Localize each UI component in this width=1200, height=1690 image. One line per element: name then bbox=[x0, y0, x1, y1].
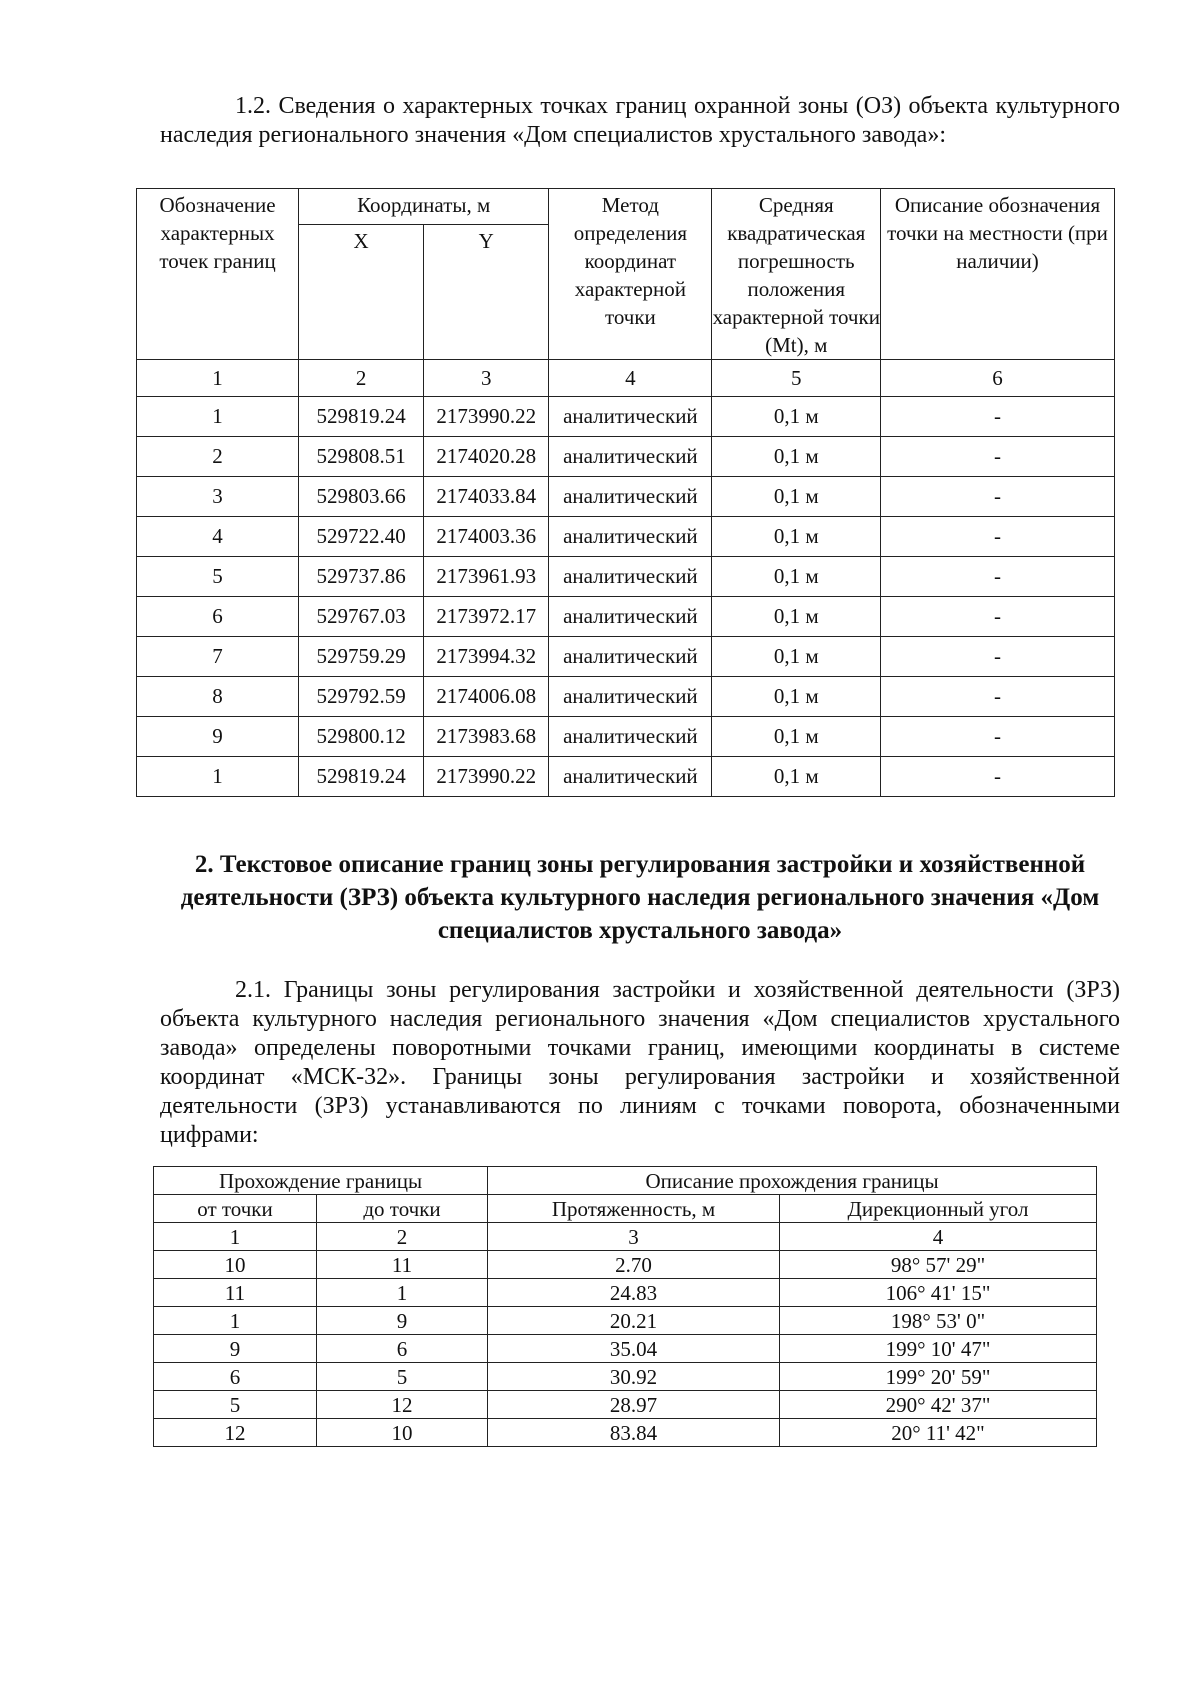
table-row bbox=[137, 757, 1115, 797]
y-cell: 2174006.08 bbox=[424, 677, 549, 717]
table-row bbox=[137, 717, 1115, 757]
to-cell: 9 bbox=[317, 1307, 488, 1335]
header-coords: Координаты, м bbox=[299, 189, 549, 225]
length-cell: 30.92 bbox=[488, 1363, 780, 1391]
method-cell: аналитический bbox=[549, 677, 712, 717]
y-cell: 2173961.93 bbox=[424, 557, 549, 597]
point-cell: 7 bbox=[137, 637, 299, 677]
y-cell: 2174020.28 bbox=[424, 437, 549, 477]
from-cell: 12 bbox=[154, 1419, 317, 1447]
col-number: 6 bbox=[881, 360, 1115, 397]
length-cell: 20.21 bbox=[488, 1307, 780, 1335]
point-cell: 1 bbox=[137, 757, 299, 797]
header-x: X bbox=[299, 225, 424, 360]
point-cell: 4 bbox=[137, 517, 299, 557]
method-cell: аналитический bbox=[549, 757, 712, 797]
method-cell: аналитический bbox=[549, 597, 712, 637]
point-cell: 3 bbox=[137, 477, 299, 517]
section-1-2-text: Сведения о характерных точках границ охранной зоны (ОЗ) объекта культурного наследия регионального значения «Дом специалистов хрустального завода»: bbox=[160, 93, 1121, 148]
point-cell: 2 bbox=[137, 437, 299, 477]
col-number: 3 bbox=[488, 1223, 780, 1251]
error-cell: 0,1 м bbox=[712, 637, 881, 677]
zrz-boundary-table bbox=[153, 1166, 1097, 1447]
to-cell: 6 bbox=[317, 1335, 488, 1363]
table-row bbox=[154, 1391, 1097, 1419]
y-cell: 2173990.22 bbox=[424, 757, 549, 797]
x-cell: 529722.40 bbox=[299, 517, 424, 557]
method-cell: аналитический bbox=[549, 717, 712, 757]
angle-cell: 106° 41' 15" bbox=[780, 1279, 1097, 1307]
error-cell: 0,1 м bbox=[712, 677, 881, 717]
y-cell: 2173994.32 bbox=[424, 637, 549, 677]
table-row bbox=[137, 477, 1115, 517]
desc-cell: - bbox=[881, 477, 1115, 517]
point-cell: 6 bbox=[137, 597, 299, 637]
point-cell: 5 bbox=[137, 557, 299, 597]
to-cell: 1 bbox=[317, 1279, 488, 1307]
header-passage: Прохождение границы bbox=[154, 1167, 488, 1195]
section-1-2-paragraph bbox=[160, 92, 1120, 150]
col-number: 1 bbox=[137, 360, 299, 397]
table-row bbox=[137, 557, 1115, 597]
error-cell: 0,1 м bbox=[712, 477, 881, 517]
section-2-1-number: 2.1. bbox=[235, 977, 271, 1003]
header-to: до точки bbox=[317, 1195, 488, 1223]
desc-cell: - bbox=[881, 437, 1115, 477]
angle-cell: 199° 10' 47" bbox=[780, 1335, 1097, 1363]
header-length: Протяженность, м bbox=[488, 1195, 780, 1223]
header-method: Метод определения координат характерной точки bbox=[549, 189, 712, 360]
length-cell: 2.70 bbox=[488, 1251, 780, 1279]
table-row bbox=[137, 677, 1115, 717]
header-description: Описание обозначения точки на местности (при наличии) bbox=[881, 189, 1115, 360]
table-row bbox=[137, 397, 1115, 437]
desc-cell: - bbox=[881, 637, 1115, 677]
y-cell: 2174003.36 bbox=[424, 517, 549, 557]
oz-points-table bbox=[136, 188, 1115, 797]
y-cell: 2174033.84 bbox=[424, 477, 549, 517]
header-error: Средняя квадратическая погрешность положения характерной точки (Mt), м bbox=[712, 189, 881, 360]
error-cell: 0,1 м bbox=[712, 597, 881, 637]
x-cell: 529819.24 bbox=[299, 397, 424, 437]
header-from: от точки bbox=[154, 1195, 317, 1223]
from-cell: 6 bbox=[154, 1363, 317, 1391]
table-row bbox=[154, 1363, 1097, 1391]
desc-cell: - bbox=[881, 517, 1115, 557]
error-cell: 0,1 м bbox=[712, 757, 881, 797]
desc-cell: - bbox=[881, 757, 1115, 797]
table-row bbox=[154, 1419, 1097, 1447]
section-1-2-number: 1.2. bbox=[235, 93, 271, 119]
length-cell: 24.83 bbox=[488, 1279, 780, 1307]
method-cell: аналитический bbox=[549, 517, 712, 557]
to-cell: 5 bbox=[317, 1363, 488, 1391]
section-2-1-text: Границы зоны регулирования застройки и хозяйственной деятельности (ЗРЗ) объекта культурного наследия регионального значения «Дом специалистов хрустального завода» определены поворотными точками границ, имеющими координаты в системе координат «МСК-32». Границы зоны регулирования застройки и хозяйственной деятельности (ЗРЗ) устанавливаются по линиям с точками поворота, обозначенными цифрами: bbox=[160, 977, 1121, 1148]
angle-cell: 199° 20' 59" bbox=[780, 1363, 1097, 1391]
error-cell: 0,1 м bbox=[712, 517, 881, 557]
method-cell: аналитический bbox=[549, 637, 712, 677]
to-cell: 11 bbox=[317, 1251, 488, 1279]
header-boundary-description: Описание прохождения границы bbox=[488, 1167, 1097, 1195]
header-angle: Дирекционный угол bbox=[780, 1195, 1097, 1223]
angle-cell: 20° 11' 42" bbox=[780, 1419, 1097, 1447]
col-number: 4 bbox=[780, 1223, 1097, 1251]
col-number: 5 bbox=[712, 360, 881, 397]
angle-cell: 290° 42' 37" bbox=[780, 1391, 1097, 1419]
desc-cell: - bbox=[881, 717, 1115, 757]
table-row bbox=[137, 637, 1115, 677]
error-cell: 0,1 м bbox=[712, 717, 881, 757]
table-row bbox=[154, 1251, 1097, 1279]
x-cell: 529803.66 bbox=[299, 477, 424, 517]
point-cell: 9 bbox=[137, 717, 299, 757]
from-cell: 1 bbox=[154, 1307, 317, 1335]
x-cell: 529808.51 bbox=[299, 437, 424, 477]
method-cell: аналитический bbox=[549, 437, 712, 477]
section-2-1-paragraph bbox=[160, 976, 1120, 1150]
table-row bbox=[137, 517, 1115, 557]
from-cell: 11 bbox=[154, 1279, 317, 1307]
header-y: Y bbox=[424, 225, 549, 360]
length-cell: 35.04 bbox=[488, 1335, 780, 1363]
to-cell: 12 bbox=[317, 1391, 488, 1419]
table-row bbox=[137, 597, 1115, 637]
col-number: 2 bbox=[317, 1223, 488, 1251]
length-cell: 83.84 bbox=[488, 1419, 780, 1447]
x-cell: 529737.86 bbox=[299, 557, 424, 597]
x-cell: 529800.12 bbox=[299, 717, 424, 757]
table-row bbox=[154, 1335, 1097, 1363]
x-cell: 529792.59 bbox=[299, 677, 424, 717]
length-cell: 28.97 bbox=[488, 1391, 780, 1419]
section-2-heading: 2. Текстовое описание границ зоны регулирования застройки и хозяйственной деятельности (ЗРЗ) объекта культурного наследия регионального значения «Дом специалистов хрустального завода» bbox=[180, 851, 1100, 944]
y-cell: 2173983.68 bbox=[424, 717, 549, 757]
error-cell: 0,1 м bbox=[712, 397, 881, 437]
x-cell: 529759.29 bbox=[299, 637, 424, 677]
method-cell: аналитический bbox=[549, 397, 712, 437]
col-number: 2 bbox=[299, 360, 424, 397]
error-cell: 0,1 м bbox=[712, 437, 881, 477]
angle-cell: 98° 57' 29" bbox=[780, 1251, 1097, 1279]
method-cell: аналитический bbox=[549, 477, 712, 517]
col-number: 4 bbox=[549, 360, 712, 397]
desc-cell: - bbox=[881, 557, 1115, 597]
col-number: 1 bbox=[154, 1223, 317, 1251]
table-row bbox=[154, 1279, 1097, 1307]
from-cell: 5 bbox=[154, 1391, 317, 1419]
y-cell: 2173990.22 bbox=[424, 397, 549, 437]
table-row bbox=[137, 437, 1115, 477]
desc-cell: - bbox=[881, 597, 1115, 637]
col-number: 3 bbox=[424, 360, 549, 397]
table-row bbox=[154, 1307, 1097, 1335]
to-cell: 10 bbox=[317, 1419, 488, 1447]
desc-cell: - bbox=[881, 397, 1115, 437]
y-cell: 2173972.17 bbox=[424, 597, 549, 637]
point-cell: 8 bbox=[137, 677, 299, 717]
from-cell: 9 bbox=[154, 1335, 317, 1363]
x-cell: 529819.24 bbox=[299, 757, 424, 797]
error-cell: 0,1 м bbox=[712, 557, 881, 597]
x-cell: 529767.03 bbox=[299, 597, 424, 637]
from-cell: 10 bbox=[154, 1251, 317, 1279]
angle-cell: 198° 53' 0" bbox=[780, 1307, 1097, 1335]
desc-cell: - bbox=[881, 677, 1115, 717]
point-cell: 1 bbox=[137, 397, 299, 437]
method-cell: аналитический bbox=[549, 557, 712, 597]
header-designation: Обозначение характерных точек границ bbox=[137, 189, 299, 360]
